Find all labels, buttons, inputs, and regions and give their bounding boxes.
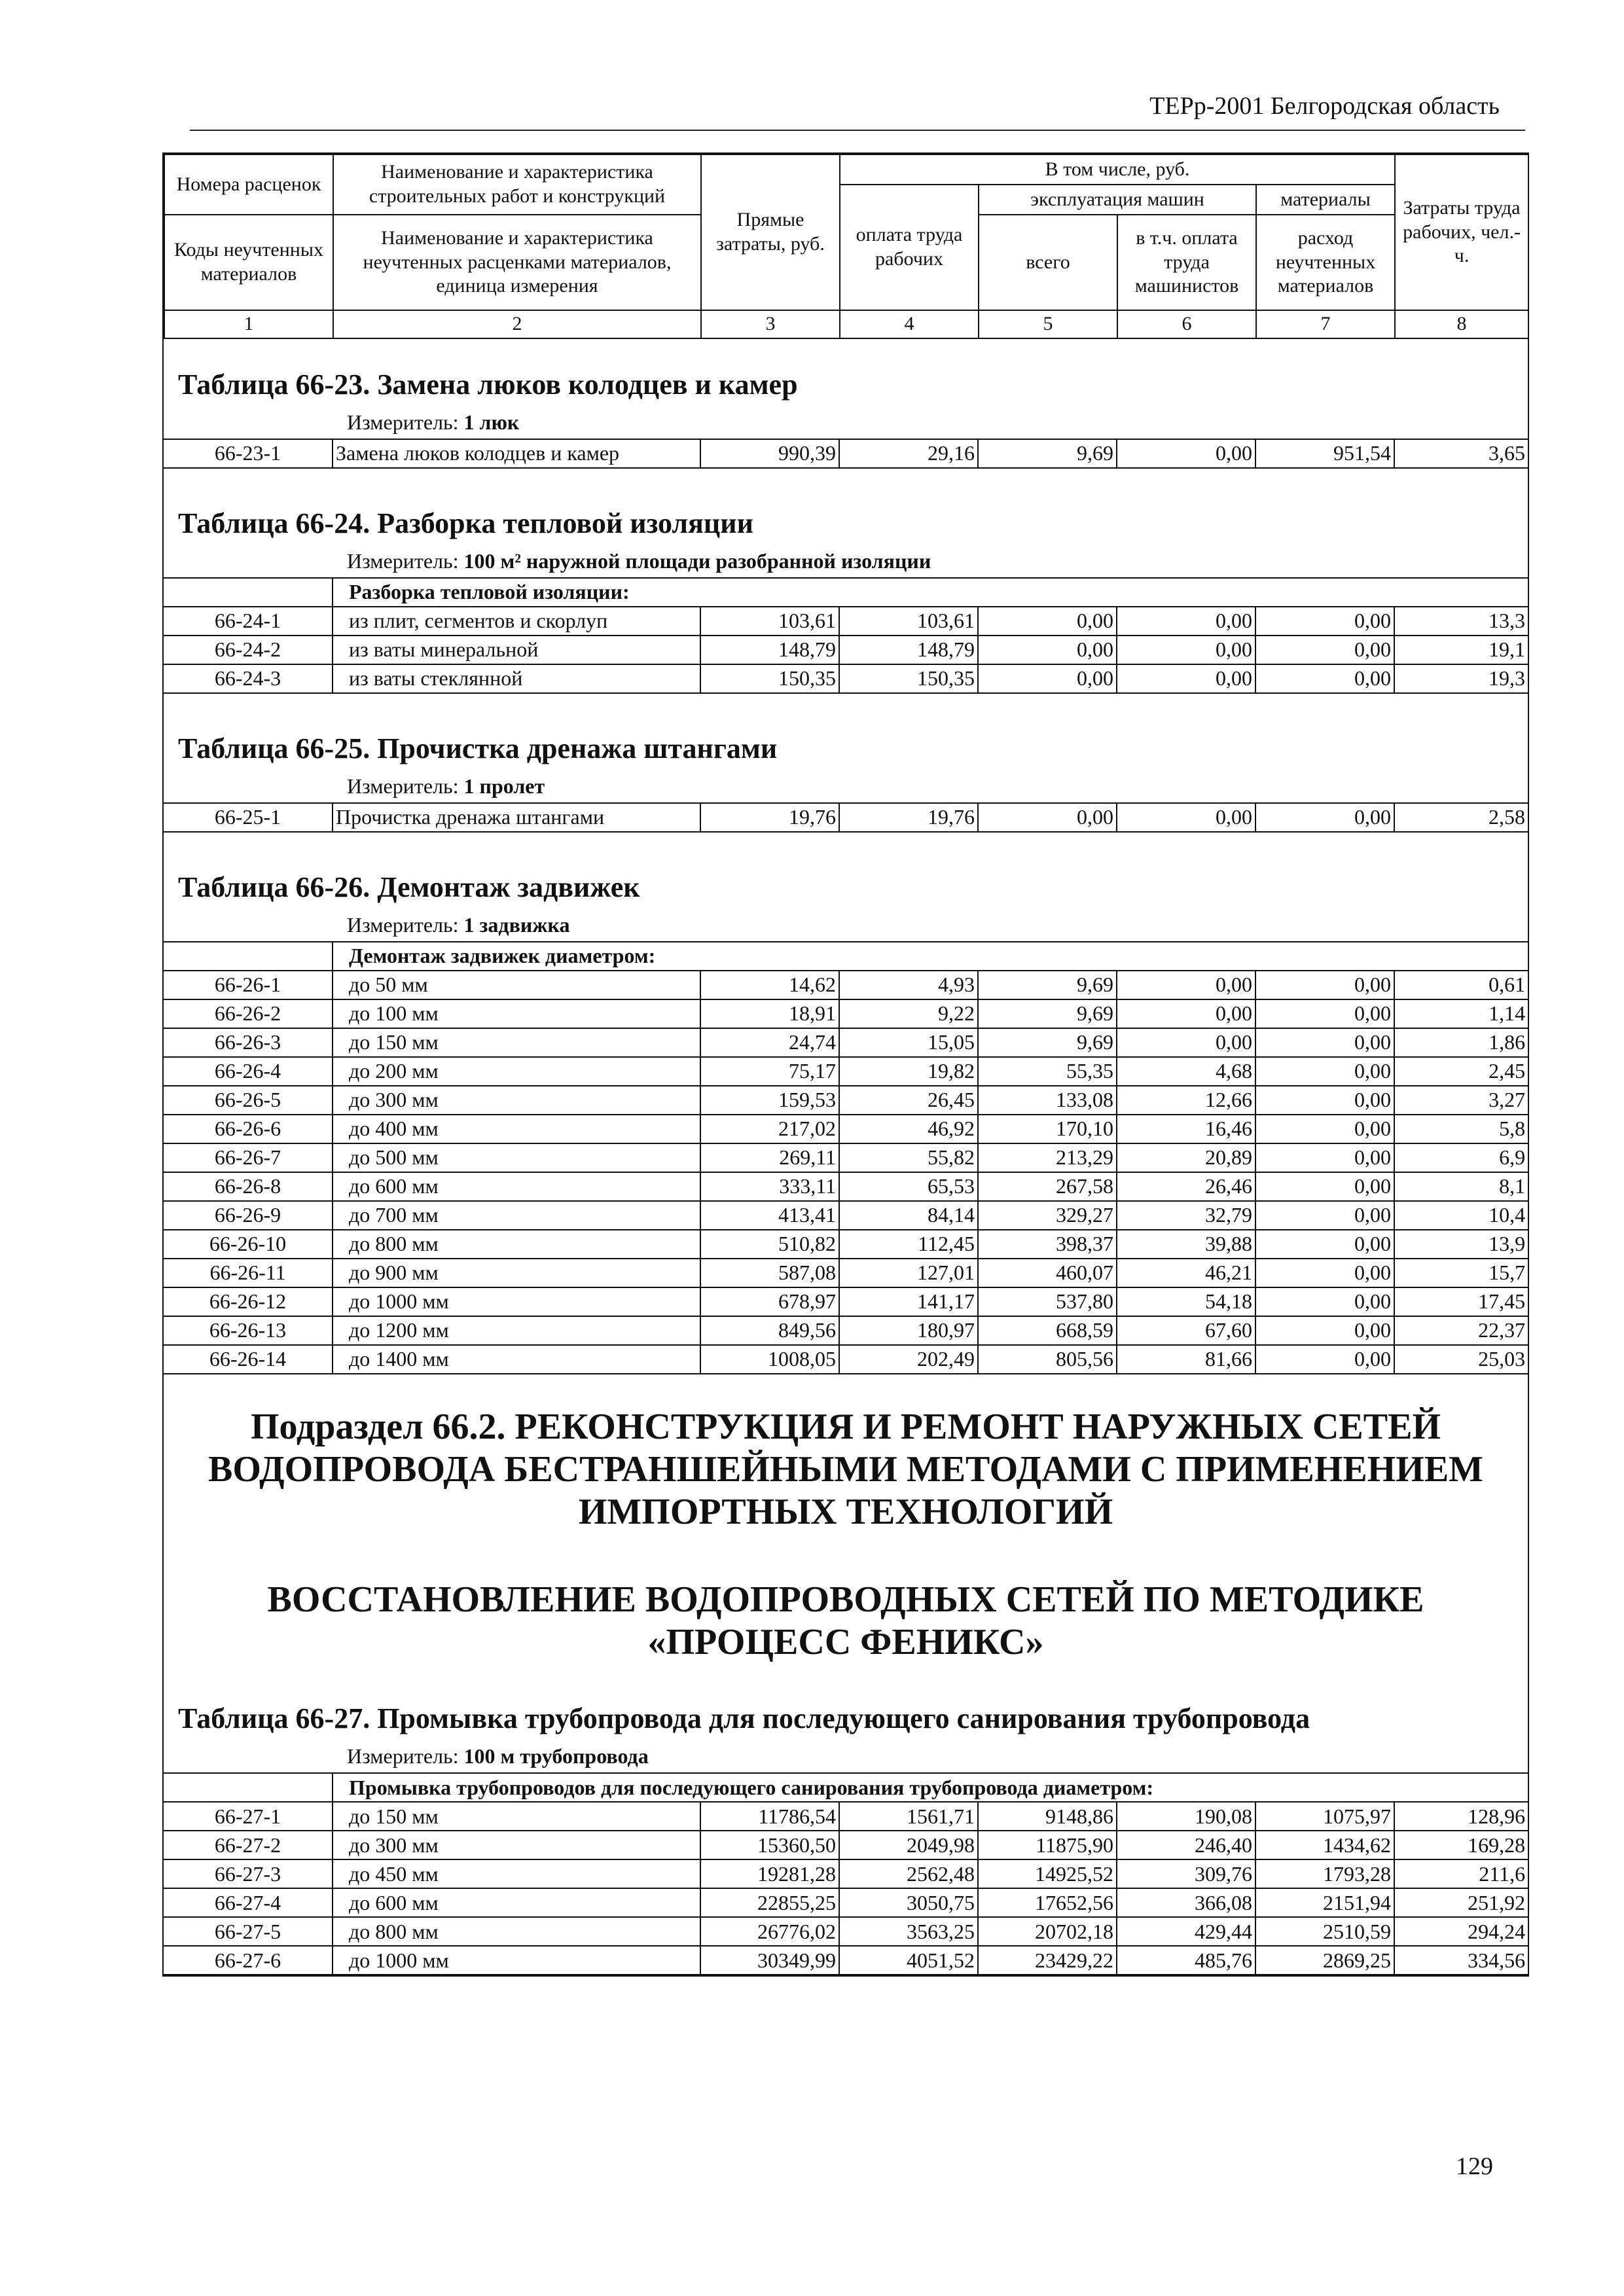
operator-pay: 0,00: [1117, 971, 1255, 999]
machines-total: 23429,22: [978, 1946, 1117, 1975]
machines-total: 213,29: [978, 1143, 1117, 1172]
materials-cost: 0,00: [1255, 1345, 1394, 1374]
measure-unit: [164, 547, 1528, 577]
table-row: [164, 803, 1528, 832]
table-66-27-section: [164, 1664, 1528, 1975]
machines-total: 55,35: [978, 1057, 1117, 1086]
machines-total: 14925,52: [978, 1859, 1117, 1888]
machines-total: 133,08: [978, 1086, 1117, 1115]
worker-pay: 141,17: [839, 1287, 978, 1316]
worker-pay: 55,82: [839, 1143, 978, 1172]
table-row: [164, 1172, 1528, 1201]
machines-total: 11875,90: [978, 1831, 1117, 1859]
table-section: [164, 833, 1528, 1374]
direct-costs: 15360,50: [700, 1831, 839, 1859]
col-rate-number-header: Номера расценок: [164, 154, 333, 215]
col-machines-header: эксплуатация машин: [979, 185, 1256, 215]
machines-total: 0,00: [978, 607, 1117, 636]
work-name: до 400 мм: [333, 1115, 700, 1143]
rate-code: 66-26-11: [164, 1259, 333, 1287]
operator-pay: 0,00: [1117, 1028, 1255, 1057]
labor-hours: 25,03: [1394, 1345, 1528, 1374]
direct-costs: 148,79: [700, 636, 839, 664]
table-row: [164, 1230, 1528, 1259]
machines-total: 537,80: [978, 1287, 1117, 1316]
column-number: 8: [1395, 310, 1528, 338]
direct-costs: 150,35: [700, 664, 839, 693]
materials-cost: 0,00: [1255, 1143, 1394, 1172]
table-row: [164, 636, 1528, 664]
materials-cost: 0,00: [1255, 1086, 1394, 1115]
column-header: [164, 154, 1529, 339]
machines-total: 9,69: [978, 439, 1117, 468]
materials-cost: 1075,97: [1255, 1802, 1394, 1831]
measure-label: Измеритель:: [347, 1744, 459, 1768]
table-row: [164, 1888, 1528, 1917]
table-row: [164, 999, 1528, 1028]
machines-total: 267,58: [978, 1172, 1117, 1201]
header-rule: [190, 130, 1525, 131]
running-header: ТЕРр-2001 Белгородская область: [1149, 92, 1500, 120]
col-material-names-header: Наименование и характеристика неучтенных расценками материалов, единица измерения: [333, 215, 701, 310]
measure-value: 100 м² наружной площади разобранной изоляции: [463, 548, 931, 573]
materials-cost: 0,00: [1255, 1287, 1394, 1316]
work-name: до 450 мм: [333, 1859, 700, 1888]
direct-costs: 11786,54: [700, 1802, 839, 1831]
work-name: до 300 мм: [333, 1831, 700, 1859]
rate-code: 66-26-12: [164, 1287, 333, 1316]
labor-hours: 22,37: [1394, 1316, 1528, 1345]
machines-total: 460,07: [978, 1259, 1117, 1287]
machines-total: 9,69: [978, 999, 1117, 1028]
measure-unit: [164, 910, 1528, 941]
operator-pay: 46,21: [1117, 1259, 1255, 1287]
labor-hours: 3,27: [1394, 1086, 1528, 1115]
rate-code: 66-26-7: [164, 1143, 333, 1172]
worker-pay: 103,61: [839, 607, 978, 636]
rate-code: 66-26-14: [164, 1345, 333, 1374]
work-name: до 800 мм: [333, 1230, 700, 1259]
materials-cost: 0,00: [1255, 1115, 1394, 1143]
direct-costs: 19281,28: [700, 1859, 839, 1888]
col-work-name-header: Наименование и характеристика строительных работ и конструкций: [333, 154, 701, 215]
operator-pay: 39,88: [1117, 1230, 1255, 1259]
worker-pay: 26,45: [839, 1086, 978, 1115]
table-row: [164, 1917, 1528, 1946]
rate-code: 66-26-8: [164, 1172, 333, 1201]
labor-hours: 19,3: [1394, 664, 1528, 693]
table-row: [164, 1086, 1528, 1115]
machines-total: 9,69: [978, 971, 1117, 999]
materials-cost: 951,54: [1255, 439, 1394, 468]
price-table: [162, 152, 1529, 1977]
work-name: Прочистка дренажа штангами: [333, 803, 700, 832]
col-labor-hours-header: Затраты труда рабочих, чел.-ч.: [1395, 154, 1528, 310]
labor-hours: 13,3: [1394, 607, 1528, 636]
materials-cost: 0,00: [1255, 971, 1394, 999]
work-name: до 1400 мм: [333, 1345, 700, 1374]
table-title: Таблица 66-23. Замена люков колодцев и камер: [178, 368, 798, 401]
operator-pay: 16,46: [1117, 1115, 1255, 1143]
measure-value: 100 м трубопровода: [463, 1744, 649, 1768]
table-row: [164, 1802, 1528, 1831]
col-material-usage-header: расход неучтенных материалов: [1256, 215, 1395, 310]
work-name: до 900 мм: [333, 1259, 700, 1287]
rate-code: 66-25-1: [164, 803, 333, 832]
column-number-row: [164, 310, 1528, 338]
method-heading: [164, 1533, 1528, 1664]
work-name: до 700 мм: [333, 1201, 700, 1230]
operator-pay: 12,66: [1117, 1086, 1255, 1115]
rate-code: 66-27-2: [164, 1831, 333, 1859]
operator-pay: 0,00: [1117, 664, 1255, 693]
measure-value: 1 задвижка: [463, 912, 570, 937]
table-row: [164, 1143, 1528, 1172]
direct-costs: 849,56: [700, 1316, 839, 1345]
materials-cost: 0,00: [1255, 636, 1394, 664]
labor-hours: 3,65: [1394, 439, 1528, 468]
rate-code: 66-26-4: [164, 1057, 333, 1086]
rate-code: 66-27-5: [164, 1917, 333, 1946]
labor-hours: 294,24: [1394, 1917, 1528, 1946]
table-row: [164, 1115, 1528, 1143]
direct-costs: 1008,05: [700, 1345, 839, 1374]
operator-pay: 0,00: [1117, 999, 1255, 1028]
page-number: 129: [1456, 2153, 1493, 2180]
table-row: [164, 971, 1528, 999]
operator-pay: 4,68: [1117, 1057, 1255, 1086]
worker-pay: 15,05: [839, 1028, 978, 1057]
column-number: 5: [979, 310, 1117, 338]
rate-code: 66-26-6: [164, 1115, 333, 1143]
measure-unit: [164, 1742, 1528, 1772]
materials-cost: 0,00: [1255, 1316, 1394, 1345]
operator-pay: 0,00: [1117, 607, 1255, 636]
operator-pay: 0,00: [1117, 803, 1255, 832]
machines-total: 20702,18: [978, 1917, 1117, 1946]
worker-pay: 46,92: [839, 1115, 978, 1143]
direct-costs: 75,17: [700, 1057, 839, 1086]
table-row: [164, 1028, 1528, 1057]
materials-cost: 0,00: [1255, 803, 1394, 832]
column-number: 7: [1256, 310, 1395, 338]
direct-costs: 333,11: [700, 1172, 839, 1201]
worker-pay: 2562,48: [839, 1859, 978, 1888]
materials-cost: 0,00: [1255, 999, 1394, 1028]
worker-pay: 148,79: [839, 636, 978, 664]
col-materials-header: материалы: [1256, 185, 1395, 215]
materials-cost: 0,00: [1255, 607, 1394, 636]
direct-costs: 587,08: [700, 1259, 839, 1287]
method-line: ВОССТАНОВЛЕНИЕ ВОДОПРОВОДНЫХ СЕТЕЙ ПО МЕТОДИКЕ: [267, 1579, 1424, 1621]
direct-costs: 26776,02: [700, 1917, 839, 1946]
column-number: 1: [164, 310, 333, 338]
col-worker-pay-header: оплата труда рабочих: [840, 185, 979, 310]
work-name: Замена люков колодцев и камер: [333, 439, 700, 468]
table-section: [164, 694, 1528, 833]
materials-cost: 0,00: [1255, 1057, 1394, 1086]
column-number: 6: [1117, 310, 1256, 338]
materials-cost: 2869,25: [1255, 1946, 1394, 1975]
subsection-heading: [164, 1374, 1528, 1534]
direct-costs: 413,41: [700, 1201, 839, 1230]
labor-hours: 2,58: [1394, 803, 1528, 832]
rate-code: 66-26-10: [164, 1230, 333, 1259]
work-name: до 600 мм: [333, 1172, 700, 1201]
rate-rows: [164, 941, 1528, 1374]
machines-total: 17652,56: [978, 1888, 1117, 1917]
group-label: Разборка тепловой изоляции:: [333, 578, 1528, 607]
machines-total: 0,00: [978, 664, 1117, 693]
operator-pay: 485,76: [1117, 1946, 1255, 1975]
labor-hours: 6,9: [1394, 1143, 1528, 1172]
operator-pay: 0,00: [1117, 636, 1255, 664]
direct-costs: 678,97: [700, 1287, 839, 1316]
worker-pay: 150,35: [839, 664, 978, 693]
table-row: [164, 1946, 1528, 1975]
operator-pay: 67,60: [1117, 1316, 1255, 1345]
measure-label: Измеритель:: [347, 774, 459, 798]
table-title: Таблица 66-27. Промывка трубопровода для последующего санирования трубопровода: [178, 1702, 1310, 1735]
work-name: до 800 мм: [333, 1917, 700, 1946]
worker-pay: 9,22: [839, 999, 978, 1028]
rate-code: 66-27-4: [164, 1888, 333, 1917]
rate-code: 66-26-9: [164, 1201, 333, 1230]
column-number: 2: [333, 310, 701, 338]
work-name: до 150 мм: [333, 1028, 700, 1057]
direct-costs: 24,74: [700, 1028, 839, 1057]
rate-rows: [164, 439, 1528, 469]
materials-cost: 2510,59: [1255, 1917, 1394, 1946]
machines-total: 170,10: [978, 1115, 1117, 1143]
materials-cost: 0,00: [1255, 1028, 1394, 1057]
labor-hours: 13,9: [1394, 1230, 1528, 1259]
materials-cost: 1793,28: [1255, 1859, 1394, 1888]
measure-label: Измеритель:: [347, 548, 459, 573]
col-operator-pay-header: в т.ч. оплата труда машинистов: [1117, 215, 1256, 310]
operator-pay: 190,08: [1117, 1802, 1255, 1831]
direct-costs: 19,76: [700, 803, 839, 832]
work-name: до 150 мм: [333, 1802, 700, 1831]
labor-hours: 8,1: [1394, 1172, 1528, 1201]
direct-costs: 217,02: [700, 1115, 839, 1143]
method-line: «ПРОЦЕСС ФЕНИКС»: [647, 1622, 1044, 1663]
measure-value: 1 пролет: [463, 774, 545, 798]
worker-pay: 202,49: [839, 1345, 978, 1374]
table-row: [164, 1287, 1528, 1316]
measure-value: 1 люк: [463, 410, 520, 434]
operator-pay: 20,89: [1117, 1143, 1255, 1172]
subsection-line: ИМПОРТНЫХ ТЕХНОЛОГИЙ: [578, 1491, 1113, 1532]
table-row: [164, 664, 1528, 693]
rate-code: 66-26-5: [164, 1086, 333, 1115]
machines-total: 398,37: [978, 1230, 1117, 1259]
col-machines-total-header: всего: [979, 215, 1117, 310]
worker-pay: 4,93: [839, 971, 978, 999]
worker-pay: 19,76: [839, 803, 978, 832]
direct-costs: 510,82: [700, 1230, 839, 1259]
table-row: [164, 1831, 1528, 1859]
rate-code: 66-26-1: [164, 971, 333, 999]
operator-pay: 81,66: [1117, 1345, 1255, 1374]
direct-costs: 159,53: [700, 1086, 839, 1115]
measure-label: Измеритель:: [347, 410, 459, 434]
machines-total: 0,00: [978, 636, 1117, 664]
work-name: из ваты стеклянной: [333, 664, 700, 693]
direct-costs: 990,39: [700, 439, 839, 468]
operator-pay: 0,00: [1117, 439, 1255, 468]
machines-total: 9148,86: [978, 1802, 1117, 1831]
col-including-header: В том числе, руб.: [840, 154, 1395, 185]
labor-hours: 334,56: [1394, 1946, 1528, 1975]
direct-costs: 18,91: [700, 999, 839, 1028]
labor-hours: 128,96: [1394, 1802, 1528, 1831]
work-name: до 1200 мм: [333, 1316, 700, 1345]
measure-unit: [164, 408, 1528, 439]
rate-code: 66-27-3: [164, 1859, 333, 1888]
materials-cost: 0,00: [1255, 1201, 1394, 1230]
table-row: [164, 1201, 1528, 1230]
rate-code: 66-27-6: [164, 1946, 333, 1975]
labor-hours: 17,45: [1394, 1287, 1528, 1316]
work-name: из ваты минеральной: [333, 636, 700, 664]
operator-pay: 26,46: [1117, 1172, 1255, 1201]
machines-total: 0,00: [978, 803, 1117, 832]
materials-cost: 1434,62: [1255, 1831, 1394, 1859]
worker-pay: 127,01: [839, 1259, 978, 1287]
labor-hours: 1,14: [1394, 999, 1528, 1028]
group-row: [164, 942, 1528, 971]
group-empty-cell: [164, 942, 333, 971]
work-name: до 1000 мм: [333, 1946, 700, 1975]
operator-pay: 309,76: [1117, 1859, 1255, 1888]
machines-total: 329,27: [978, 1201, 1117, 1230]
group-empty-cell: [164, 578, 333, 607]
work-name: до 100 мм: [333, 999, 700, 1028]
table-sections: [164, 339, 1528, 1374]
table-row: [164, 439, 1528, 468]
materials-cost: 0,00: [1255, 1259, 1394, 1287]
rate-rows: [164, 577, 1528, 694]
worker-pay: 4051,52: [839, 1946, 978, 1975]
group-row: [164, 1773, 1528, 1802]
worker-pay: 3050,75: [839, 1888, 978, 1917]
subsection-line: ВОДОПРОВОДА БЕСТРАНШЕЙНЫМИ МЕТОДАМИ С ПРИМЕНЕНИЕМ: [208, 1448, 1484, 1490]
rate-code: 66-26-13: [164, 1316, 333, 1345]
machines-total: 668,59: [978, 1316, 1117, 1345]
direct-costs: 14,62: [700, 971, 839, 999]
work-name: до 200 мм: [333, 1057, 700, 1086]
rate-code: 66-24-1: [164, 607, 333, 636]
labor-hours: 2,45: [1394, 1057, 1528, 1086]
work-name: из плит, сегментов и скорлуп: [333, 607, 700, 636]
direct-costs: 22855,25: [700, 1888, 839, 1917]
rate-code: 66-24-3: [164, 664, 333, 693]
work-name: до 300 мм: [333, 1086, 700, 1115]
worker-pay: 3563,25: [839, 1917, 978, 1946]
table-title: Таблица 66-25. Прочистка дренажа штангами: [178, 732, 778, 764]
labor-hours: 19,1: [1394, 636, 1528, 664]
labor-hours: 169,28: [1394, 1831, 1528, 1859]
operator-pay: 246,40: [1117, 1831, 1255, 1859]
machines-total: 805,56: [978, 1345, 1117, 1374]
worker-pay: 29,16: [839, 439, 978, 468]
col-material-codes-header: Коды неучтенных материалов: [164, 215, 333, 310]
direct-costs: 103,61: [700, 607, 839, 636]
table-row: [164, 1859, 1528, 1888]
table-row: [164, 607, 1528, 636]
rate-rows: [164, 802, 1528, 833]
table-row: [164, 1316, 1528, 1345]
worker-pay: 2049,98: [839, 1831, 978, 1859]
subsection-line: Подраздел 66.2. РЕКОНСТРУКЦИЯ И РЕМОНТ НАРУЖНЫХ СЕТЕЙ: [250, 1406, 1441, 1447]
col-direct-costs-header: Прямые затраты, руб.: [701, 154, 840, 310]
materials-cost: 0,00: [1255, 1230, 1394, 1259]
worker-pay: 112,45: [839, 1230, 978, 1259]
rate-code: 66-27-1: [164, 1802, 333, 1831]
rate-code: 66-24-2: [164, 636, 333, 664]
worker-pay: 84,14: [839, 1201, 978, 1230]
rate-rows: [164, 1772, 1528, 1975]
table-row: [164, 1057, 1528, 1086]
labor-hours: 1,86: [1394, 1028, 1528, 1057]
group-label: Промывка трубопроводов для последующего санирования трубопровода диаметром:: [333, 1773, 1528, 1802]
operator-pay: 429,44: [1117, 1917, 1255, 1946]
table-title: Таблица 66-26. Демонтаж задвижек: [178, 870, 640, 903]
labor-hours: 211,6: [1394, 1859, 1528, 1888]
worker-pay: 180,97: [839, 1316, 978, 1345]
work-name: до 500 мм: [333, 1143, 700, 1172]
measure-unit: [164, 772, 1528, 802]
rate-code: 66-26-2: [164, 999, 333, 1028]
column-number: 3: [701, 310, 840, 338]
operator-pay: 54,18: [1117, 1287, 1255, 1316]
group-row: [164, 578, 1528, 607]
labor-hours: 15,7: [1394, 1259, 1528, 1287]
table-title: Таблица 66-24. Разборка тепловой изоляции: [178, 507, 753, 539]
operator-pay: 366,08: [1117, 1888, 1255, 1917]
work-name: до 50 мм: [333, 971, 700, 999]
materials-cost: 0,00: [1255, 664, 1394, 693]
rate-code: 66-23-1: [164, 439, 333, 468]
labor-hours: 5,8: [1394, 1115, 1528, 1143]
materials-cost: 2151,94: [1255, 1888, 1394, 1917]
worker-pay: 1561,71: [839, 1802, 978, 1831]
group-label: Демонтаж задвижек диаметром:: [333, 942, 1528, 971]
labor-hours: 0,61: [1394, 971, 1528, 999]
group-empty-cell: [164, 1773, 333, 1802]
table-row: [164, 1345, 1528, 1374]
direct-costs: 30349,99: [700, 1946, 839, 1975]
column-number: 4: [840, 310, 979, 338]
machines-total: 9,69: [978, 1028, 1117, 1057]
rate-code: 66-26-3: [164, 1028, 333, 1057]
worker-pay: 19,82: [839, 1057, 978, 1086]
work-name: до 1000 мм: [333, 1287, 700, 1316]
labor-hours: 251,92: [1394, 1888, 1528, 1917]
work-name: до 600 мм: [333, 1888, 700, 1917]
labor-hours: 10,4: [1394, 1201, 1528, 1230]
measure-label: Измеритель:: [347, 912, 459, 937]
materials-cost: 0,00: [1255, 1172, 1394, 1201]
table-section: [164, 469, 1528, 694]
table-row: [164, 1259, 1528, 1287]
direct-costs: 269,11: [700, 1143, 839, 1172]
operator-pay: 32,79: [1117, 1201, 1255, 1230]
table-section: [164, 339, 1528, 469]
worker-pay: 65,53: [839, 1172, 978, 1201]
